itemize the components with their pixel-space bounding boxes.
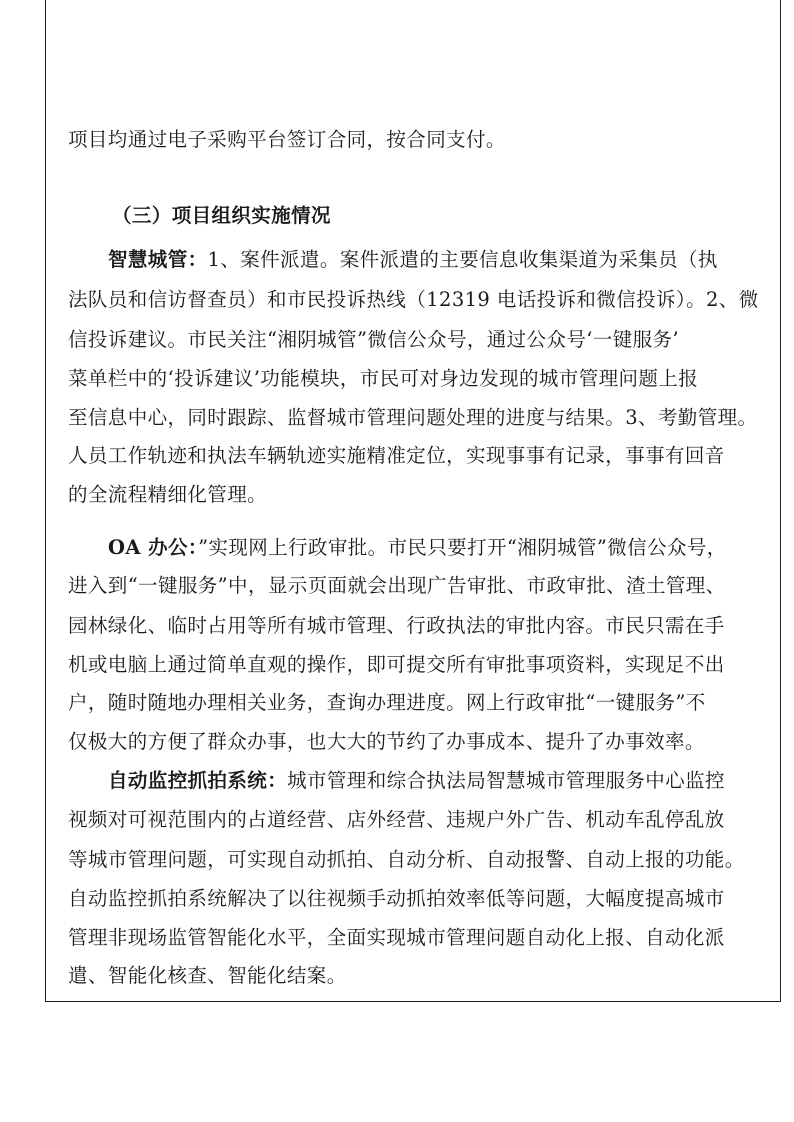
paragraph-line — [108, 536, 760, 560]
paragraph-line — [68, 444, 725, 468]
paragraph-text: 遣、智能化核查、智能化结案。 — [68, 964, 347, 987]
paragraph-text: 菜单栏中的‘投诉建议’功能模块，市民可对身边发现的城市管理问题上报 — [68, 367, 699, 390]
paragraph-text: 户，随时随地办理相关业务，查询办理进度。网上行政审批“一键服务”不 — [68, 691, 706, 714]
paragraph-line — [108, 769, 760, 793]
paragraph-line — [68, 483, 720, 507]
paragraph-line — [68, 574, 726, 598]
paragraph-text: 人员工作轨迹和执法车辆轨迹实施精准定位，实现事事有记录，事事有回音 — [68, 444, 725, 467]
paragraph-text: 仅极大的方便了群众办事，也大大的节约了办事成本、提升了办事效率。 — [68, 730, 705, 753]
paragraph-text: 的全流程精细化管理。 — [68, 483, 268, 506]
paragraph-line — [68, 887, 725, 911]
paragraph-lead: 自动监控抓拍系统： — [108, 769, 288, 792]
paragraph-line — [68, 964, 720, 988]
paragraph-text: 城市管理和综合执法局智慧城市管理服务中心监控 — [287, 769, 725, 792]
paragraph-line — [68, 406, 758, 430]
paragraph-line — [68, 926, 725, 950]
paragraph-text: 1、案件派遣。案件派遣的主要信息收集渠道为采集员（执 — [207, 248, 718, 271]
paragraph-text: 信投诉建议。市民关注“湘阴城管”微信公众号，通过公众号‘一键服务’ — [68, 328, 680, 351]
paragraph-text: 进入到“一键服务”中，显示页面就会出现广告审批、市政审批、渣土管理、 — [68, 574, 726, 597]
paragraph-line — [68, 691, 720, 715]
paragraph-text: 法队员和信访督查员）和市民投诉热线（12319 电话投诉和微信投诉）。2、微 — [68, 288, 759, 311]
section-heading — [112, 204, 764, 228]
paragraph-line — [68, 328, 720, 352]
paragraph-line — [68, 128, 720, 152]
paragraph-lead: OA 办公： — [108, 536, 199, 559]
paragraph-text: ”实现网上行政审批。市民只要打开“湘阴城管”微信公众号， — [198, 536, 727, 559]
paragraph-text: 等城市管理问题，可实现自动抓拍、自动分析、自动报警、自动上报的功能。 — [68, 848, 745, 871]
paragraph-lead: 智慧城管： — [108, 248, 208, 271]
paragraph-line — [68, 808, 725, 832]
paragraph-line — [108, 248, 760, 272]
paragraph-line — [68, 653, 725, 677]
paragraph-text: 园林绿化、临时占用等所有城市管理、行政执法的审批内容。市民只需在手 — [68, 614, 725, 637]
paragraph-line — [68, 730, 720, 754]
paragraph-line — [68, 367, 720, 391]
paragraph-line — [68, 614, 725, 638]
paragraph-text: 项目均通过电子采购平台签订合同，按合同支付。 — [68, 128, 506, 151]
paragraph-line — [68, 848, 745, 872]
section-heading-text: （三）项目组织实施情况 — [112, 204, 331, 227]
paragraph-line — [68, 288, 759, 312]
paragraph-text: 机或电脑上通过简单直观的操作，即可提交所有审批事项资料，实现足不出 — [68, 653, 725, 676]
paragraph-text: 至信息中心，同时跟踪、监督城市管理问题处理的进度与结果。3、考勤管理。 — [68, 406, 758, 429]
paragraph-text: 视频对可视范围内的占道经营、店外经营、违规户外广告、机动车乱停乱放 — [68, 808, 725, 831]
paragraph-text: 自动监控抓拍系统解决了以往视频手动抓拍效率低等问题，大幅度提高城市 — [68, 887, 725, 910]
paragraph-text: 管理非现场监管智能化水平，全面实现城市管理问题自动化上报、自动化派 — [68, 926, 725, 949]
